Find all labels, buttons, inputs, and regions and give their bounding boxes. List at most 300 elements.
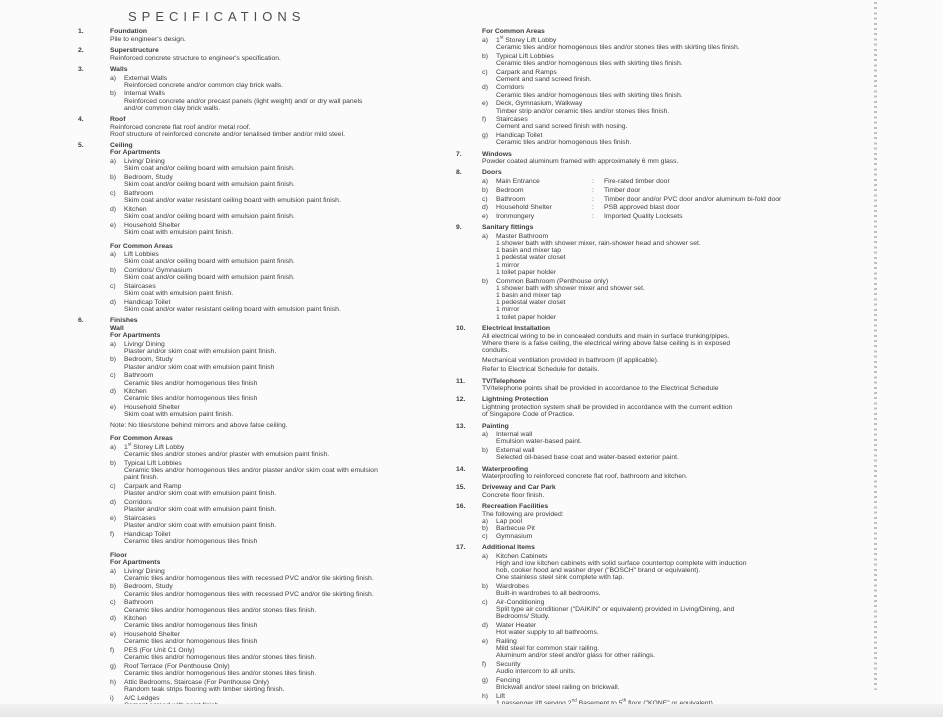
item-detail-line: Audio intercom to all units. [496,668,576,676]
spec-item-row [482,553,872,560]
item-detail [482,285,872,321]
item-detail-line: Skim coat and/or ceiling board with emulsion paint finish. [124,274,295,282]
spec-section [78,116,462,138]
spec-item-row [110,222,462,229]
item-detail [482,44,872,51]
spec-item-row [482,278,872,285]
paragraph-line: conduits. [482,346,510,354]
item-detail [482,76,872,83]
spec-item [482,583,872,597]
paragraph-line: Reinforced concrete flat roof and/or metal roof. [110,123,251,131]
paragraph [110,36,462,43]
item-detail [110,451,462,458]
facility-name: Gymnasium [496,532,533,540]
item-detail-line: 1 mirror [496,306,520,314]
item-detail-line: Skim coat and/or ceiling board with emulsion paint finish. [124,165,295,173]
item-label: h) [110,678,117,686]
item-detail-line: Hot water supply to all bathrooms. [496,629,599,637]
spec-item [110,206,462,220]
item-detail [110,607,462,614]
spec-item-row [110,158,462,165]
section-body [482,378,872,393]
item-name: External Walls [124,74,168,82]
section-title: Sanitary fittings [482,224,534,232]
spec-item [110,631,462,645]
section-title: Foundation [110,28,147,35]
item-label: g) [482,132,489,140]
paragraph [482,473,872,480]
spec-item [482,53,872,67]
item-detail-line: Skim coat and/or water resistant ceiling board with emulsion paint finish. [124,197,341,205]
item-name: A/C Ledges [124,694,160,702]
spec-item-row [110,460,462,467]
spec-item [482,69,872,83]
item-detail [110,213,462,220]
item-detail [110,165,462,172]
spec-section [456,466,872,481]
spec-item [110,174,462,188]
spec-item-row [110,615,462,622]
door-type: Timber door [604,186,641,194]
spec-item-row [482,132,872,139]
section-number: 14. [456,465,466,473]
facility-name: Barbecue Pit [496,525,535,533]
spec-section [456,484,872,499]
item-detail-line: Skim coat and/or ceiling board with emulsion paint finish. [124,181,295,189]
item-detail [482,108,872,115]
item-label: d) [110,498,117,506]
spec-item-row [110,75,462,82]
item-name: Deck, Gymnasium, Walkway [496,100,583,108]
section-body [482,325,872,374]
item-name: Air-Conditioning [496,598,545,606]
item-name: Kitchen Cabinets [496,552,548,560]
spec-item-row [110,251,462,258]
item-detail-line: Emulsion water-based paint. [496,438,582,446]
paragraph-line: Concrete floor finish. [482,492,545,500]
item-detail [110,622,462,629]
item-detail-line: Ceramic tiles and/or homogenous tiles with recessed PVC and/or tile skirting finish. [124,590,374,598]
item-name: Common Bathroom (Penthouse only) [496,277,609,285]
spec-section [456,544,872,707]
item-detail-line: Ceramic tiles and/or stones and/or plaster with emulsion paint finish. [124,451,330,459]
facility-item [482,525,872,532]
item-name: Household Shelter [124,631,180,639]
door-spec-row [482,204,872,211]
paragraph-line: TV/telephone points shall be provided in accordance to the Electrical Schedule [482,385,719,393]
section-title: Ceiling [110,142,133,150]
spec-item-row [482,233,872,240]
item-label: i) [110,694,114,702]
spec-item-row [110,267,462,274]
group-heading: For Common Areas [482,28,545,35]
door-spec-row [482,213,872,220]
door-location: Main Entrance [496,178,540,186]
spec-item [482,34,872,51]
paragraph [482,385,872,392]
section-title: Waterproofing [482,465,529,473]
item-detail [110,506,462,513]
paragraph-line: Mechanical ventilation provided in bathroom (if applicable). [482,356,659,364]
spec-item [110,599,462,613]
section-body [110,66,462,112]
item-name: Handicap Toilet [496,132,543,140]
door-location: Ironmongery [496,212,535,220]
item-detail-line: Plaster and/or skim coat with emulsion paint finish. [124,490,277,498]
item-detail-line: Skim coat and/or ceiling board with emulsion paint finish. [124,212,295,220]
item-detail [110,467,462,481]
group-heading: Wall [110,324,124,332]
item-detail [110,538,462,545]
spec-item [110,283,462,297]
item-detail [110,258,462,265]
item-label: f) [482,660,487,668]
spec-item [482,661,872,675]
note-line: Note: No tiles/stone behind mirrors and above false ceiling. [110,421,288,429]
section-number [456,28,482,147]
item-label: c) [110,482,116,490]
item-name: Bathroom [124,372,154,380]
item-name: Lift [496,692,506,700]
item-detail [110,380,462,387]
spec-item [110,404,462,418]
superscript: nd [571,697,577,703]
spec-item [110,499,462,513]
facility-item [482,518,872,525]
item-label: b) [482,582,489,590]
item-label: a) [110,158,117,166]
door-spec-row [482,187,872,194]
item-detail-line: 1 pedestal water closet [496,254,566,262]
item-label: d) [110,205,117,213]
item-name: Staircases [496,116,528,124]
spec-section [456,378,872,393]
item-label: b) [110,356,117,364]
section-number: 5. [78,142,84,150]
spec-item-row [110,568,462,575]
spec-item-row [482,583,872,590]
item-name: Bedroom, Study [124,356,173,364]
item-name: Master Bathroom [496,232,549,240]
paragraph [482,357,872,364]
binding-perforation [874,2,877,690]
item-detail-line: One stainless steel sink complete with tap. [496,574,625,582]
item-name: Staircases [124,514,156,522]
item-detail-line: Ceramic tiles and/or homogenous tiles with skirting tiles finish. [496,91,683,99]
spec-item-row [110,90,462,97]
spec-item [482,431,872,445]
section-body [482,169,872,220]
spec-section [456,151,872,166]
spec-item-row [482,661,872,668]
item-name: Living/ Dining [124,567,165,575]
item-label: a) [482,552,489,560]
item-detail [482,139,872,146]
section-title: Walls [110,65,128,73]
spec-item [110,441,462,459]
section-title: Superstructure [110,46,159,54]
section-title: Finishes [110,317,138,325]
item-name: Kitchen [124,205,147,213]
item-detail-line: Plaster and/or skim coat with emulsion paint finish. [124,521,277,529]
spec-item-row [110,356,462,363]
right-column [456,28,872,711]
section-number: 16. [456,503,466,511]
group-heading: Floor [110,551,127,559]
item-detail-line: Plaster and/or skim coat with emulsion paint finish [124,363,275,371]
item-label: b) [110,583,117,591]
item-label: b) [110,173,117,181]
item-label: a) [482,178,489,186]
item-name: Corridors/ Gymnasium [124,267,192,275]
item-detail [110,197,462,204]
group-heading: For Common Areas [110,242,173,250]
item-detail [110,591,462,598]
spec-item-row [482,693,872,700]
item-detail [482,438,872,445]
item-name: Typical Lift Lobbies [124,459,182,467]
door-spec-row [482,178,872,185]
spec-item-row [110,631,462,638]
item-detail [110,274,462,281]
item-detail [110,290,462,297]
item-name: Roof Terrace (For Penthouse Only) [124,662,230,670]
paragraph-line: All electrical wiring to be in concealed conduits and main in surface trunking/pipes. [482,332,730,340]
item-detail-line: 1 basin and mixer tap [496,292,561,299]
item-name: Handicap Toilet [124,299,171,306]
pair-separator: : [592,186,594,194]
item-label: b) [482,525,489,533]
spec-item [110,583,462,597]
paragraph [110,124,462,138]
item-label: g) [482,676,489,684]
item-detail-line: Ceramic tiles and/or homogenous tiles finish [124,622,258,630]
section-title: Doors [482,169,502,177]
paragraph [482,404,872,418]
spec-item [110,483,462,497]
spec-item [110,341,462,355]
item-detail [110,522,462,529]
item-name: External wall [496,447,535,455]
section-body [110,28,462,43]
item-detail-line: Plaster and/or skim coat with emulsion paint finish. [124,347,277,355]
spec-item-row [110,341,462,348]
item-label: a) [482,36,489,44]
spec-section [456,423,872,462]
section-title: Additional Items [482,543,535,551]
item-name: Handicap Toilet [124,530,171,538]
item-label: a) [110,74,117,82]
item-name: Bathroom [124,599,154,607]
spec-item-row [110,283,462,290]
item-detail [482,606,872,620]
spec-section [456,503,872,540]
pair-separator: : [592,195,594,203]
spec-section [456,396,872,418]
section-body [482,484,872,499]
spec-item [110,158,462,172]
page-title: SPECIFICATIONS [128,9,306,24]
spec-item [110,372,462,386]
spec-item-row [110,679,462,686]
item-detail-line: Cement and sand screed finish with nosing. [496,123,628,131]
spec-item [482,233,872,276]
superscript: st [499,34,504,40]
item-name: Living/ Dining [124,158,165,166]
item-detail-line: 1 shower bath with shower mixer, rain-shower head and shower set. [496,240,701,248]
item-detail-line: Ceramic tiles and/or homogenous tiles finish [124,379,258,387]
door-type: Fire-rated timber door [604,178,670,186]
item-label: e) [482,637,489,645]
item-label: b) [110,459,117,467]
spec-item [110,190,462,204]
item-detail [110,638,462,645]
item-detail [482,123,872,130]
section-number: 12. [456,396,466,404]
item-label: d) [110,299,117,306]
spec-item-row [482,34,872,44]
item-name: Household Shelter [124,404,180,412]
item-detail [482,645,872,659]
spec-item [110,222,462,236]
paragraph-line: Waterproofing to reinforced concrete flat roof, bathroom and kitchen. [482,473,688,481]
item-detail-line: Ceramic tiles and/or homogenous tiles finish [124,395,258,403]
item-detail [482,629,872,636]
section-body [482,224,872,321]
section-title: Windows [482,150,512,158]
pair-separator: : [592,178,594,186]
spec-item [110,515,462,529]
item-detail-line: Timber strip and/or ceramic tiles and/or stones tiles finish. [496,107,670,115]
spec-item [482,84,872,98]
item-detail-line: Split type air conditioner ("DAIKIN" or equivalent) provided in Living/Dining, and [496,606,735,614]
item-label: c) [110,283,116,291]
spec-item [482,638,872,660]
spec-item [110,356,462,370]
item-label: e) [110,514,117,522]
spec-section [78,317,462,709]
item-detail [110,82,462,89]
spec-item-row [482,638,872,645]
item-detail [482,684,872,691]
spec-item-row [110,483,462,490]
paragraph [482,511,872,518]
paragraph-line: Pile to engineer's design. [110,35,186,43]
item-name: Staircases [124,283,156,291]
item-detail [110,364,462,371]
section-number: 15. [456,484,466,492]
item-detail-line: 1 mirror [496,261,520,269]
item-name: Corridors [124,498,152,506]
spec-item [482,553,872,582]
section-body [482,423,872,462]
spec-item-row [110,190,462,197]
section-number: 8. [456,169,462,177]
item-detail [110,181,462,188]
item-detail-line: Selected oil-based base coat and water-based exterior paint. [496,454,679,462]
spec-item-row [482,677,872,684]
spec-item [110,75,462,89]
item-detail-line: Ceramic tiles and/or homogenous tiles with skirting tiles finish. [496,59,683,67]
paragraph-line: of Singapore Code of Practice. [482,411,575,419]
paragraph [482,158,872,165]
spec-item-row [482,69,872,76]
section-body [482,466,872,481]
item-detail-line: Skim coat with emulsion paint finish. [124,290,234,298]
spec-item-row [110,583,462,590]
item-detail [482,92,872,99]
spec-item-row [482,431,872,438]
spec-item-row [110,663,462,670]
spec-section [456,325,872,374]
item-detail-line: Ceramic tiles and/or homogenous tiles and/or stones tiles finish. [124,654,317,662]
item-detail-line: 1 basin and mixer tap [496,247,561,255]
section-title: Lightning Protection [482,396,549,404]
paragraph-line: Reinforced concrete structure to engineer's specification. [110,54,281,62]
section-title: Driveway and Car Park [482,484,556,492]
item-label: c) [482,598,488,606]
item-name: Security [496,660,521,668]
spec-item-row [482,599,872,606]
item-label: a) [110,251,117,259]
item-name: PES (For Unit C1 Only) [124,647,195,655]
item-detail-line: Skim coat with emulsion paint finish. [124,228,234,236]
item-label: f) [110,647,115,655]
item-detail-line: Ceramic tiles and/or homogenous tiles with recessed PVC and/or tile skirting finish. [124,574,374,582]
spec-item-row [482,100,872,107]
paragraph [110,55,462,62]
item-detail-line: hob, cooker hood and washer dryer ("BOSCH" brand or equivalent). [496,567,701,574]
item-detail [110,670,462,677]
item-detail [110,575,462,582]
section-number: 1. [78,28,84,35]
spec-item-row [110,174,462,181]
paragraph-line: Lightning protection system shall be provided in accordance with the current edition [482,404,733,412]
spec-item [482,599,872,621]
item-detail-line: 1 shower bath with shower mixer and shower set. [496,284,645,292]
superscript: th [622,697,627,703]
item-label: g) [110,662,117,670]
spec-item-row [482,84,872,91]
item-detail-line: Bedrooms/ Study. [496,613,550,621]
spec-item-row [110,388,462,395]
spec-item-row [110,599,462,606]
item-label: e) [482,100,489,108]
item-name: Bedroom, Study [124,583,173,591]
item-detail-line: Skim coat and/or water resistant ceiling board with emulsion paint finish. [124,306,341,314]
item-label: a) [482,518,489,526]
item-name: Household Shelter [124,221,180,229]
item-label: c) [110,599,116,607]
item-detail-line: Ceramic tiles and/or homogenous tiles finish. [496,139,632,147]
item-detail-line: Ceramic tiles and/or homogenous tiles and/or stones tiles with skirting tiles finish. [496,43,740,51]
spec-section [78,142,462,313]
spec-item [110,299,462,313]
item-detail-line: paint finish. [124,474,159,482]
item-detail-line: Reinforced concrete and/or precast panels (light weight) and/ or dry wall panels [124,97,363,105]
item-detail-line: Aluminum and/or steel and/or glass for other railings. [496,652,656,660]
door-spec-row [482,196,872,203]
spec-item [110,267,462,281]
item-detail-line: 1 toilet paper holder [496,268,557,276]
spec-item-row [110,206,462,213]
item-detail [482,60,872,67]
item-label: f) [482,116,487,124]
spec-item-row [110,499,462,506]
section-number: 2. [78,46,84,54]
item-name: Attic Bedrooms, Staircase (For Penthouse Only) [124,678,270,686]
item-detail [110,654,462,661]
